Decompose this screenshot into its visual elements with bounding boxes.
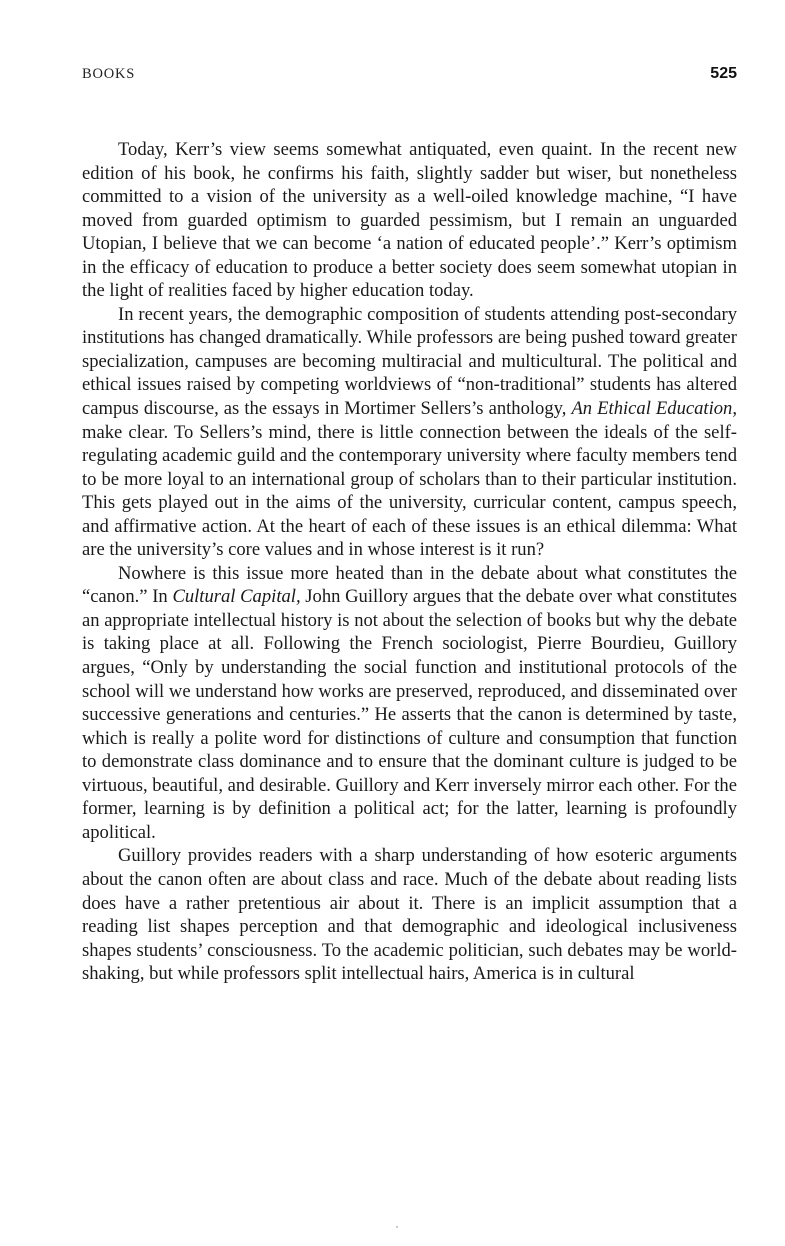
book-title-an-ethical-education: An Ethical Education, <box>571 398 738 420</box>
paragraph-text: Nowhere is this issue more heated than in the debate about what constitutes the “canon.” In <box>82 562 737 608</box>
paragraph-text: Today, Kerr’s view seems somewhat antiquated, even quaint. In the recent new edition of his book, he confirms his faith, slightly sadder but wiser, but nonetheless committed to a vision of the university as a well-oiled knowledge machine, “I have moved from guarded optimism to guarded pessimism, but I remain an unguarded Utopian, I believe that we can become ‘a nation of educated people’.” Kerr’s optimism in the efficacy of education to produce a better society does seem somewhat utopian in the light of realities faced by higher education today. <box>82 139 737 302</box>
body-text <box>82 138 737 986</box>
scan-speck <box>396 1226 398 1228</box>
paragraph-text: make clear. To Sellers’s mind, there is little connection between the ideals of the self-regulating academic guild and the contemporary university where faculty members tend to be more loyal to an international group of scholars than to their particular institution. This gets played out in the aims of the university, curricular content, campus speech, and affirmative action. At the heart of each of these issues is an ethical dilemma: What are the university’s core values and in whose interest is it run? <box>82 421 737 561</box>
paragraph-kerr-view <box>82 138 737 303</box>
section-label: BOOKS <box>82 66 136 82</box>
page-number: 525 <box>710 65 737 82</box>
paragraph-text: Guillory provides readers with a sharp understanding of how esoteric arguments about the canon often are about class and race. Much of the debate about reading lists does have a rather pretentious air about it. There is an implicit assumption that a reading list shapes perception and that demographic and ideological inclusiveness shapes students’ consciousness. To the academic politician, such debates may be world-shaking, but while professors split intellectual hairs, America is in cultural <box>82 845 737 985</box>
paragraph-guillory-readers <box>82 844 737 985</box>
book-title-cultural-capital: Cultural Capital, <box>172 586 301 608</box>
running-head <box>82 66 737 88</box>
paragraph-canon-debate <box>82 562 737 845</box>
paragraph-demographics <box>82 303 737 562</box>
paragraph-text: John Guillory argues that the debate over what constitutes an appropriate intellectual history is not about the selection of books but why the debate is taking place at all. Following the French sociologist, Pierre Bourdieu, Guillory argues, “Only by understanding the social function and institutional protocols of the school will we understand how works are preserved, reproduced, and disseminated over successive generations and centuries.” He asserts that the canon is determined by taste, which is really a polite word for distinctions of culture and consumption that function to demonstrate class dominance and to ensure that the dominant culture is judged to be virtuous, beautiful, and desirable. Guillory and Kerr inversely mirror each other. For the former, learning is by definition a political act; for the latter, learning is profoundly apolitical. <box>82 586 737 843</box>
paragraph-text: In recent years, the demographic composition of students attending post-secondary institutions has changed dramatically. While professors are being pushed toward greater specialization, campuses are becoming multiracial and multicultural. The political and ethical issues raised by competing worldviews of “non-traditional” students has altered campus discourse, as the essays in Mortimer Sellers’s anthology, <box>82 303 737 420</box>
